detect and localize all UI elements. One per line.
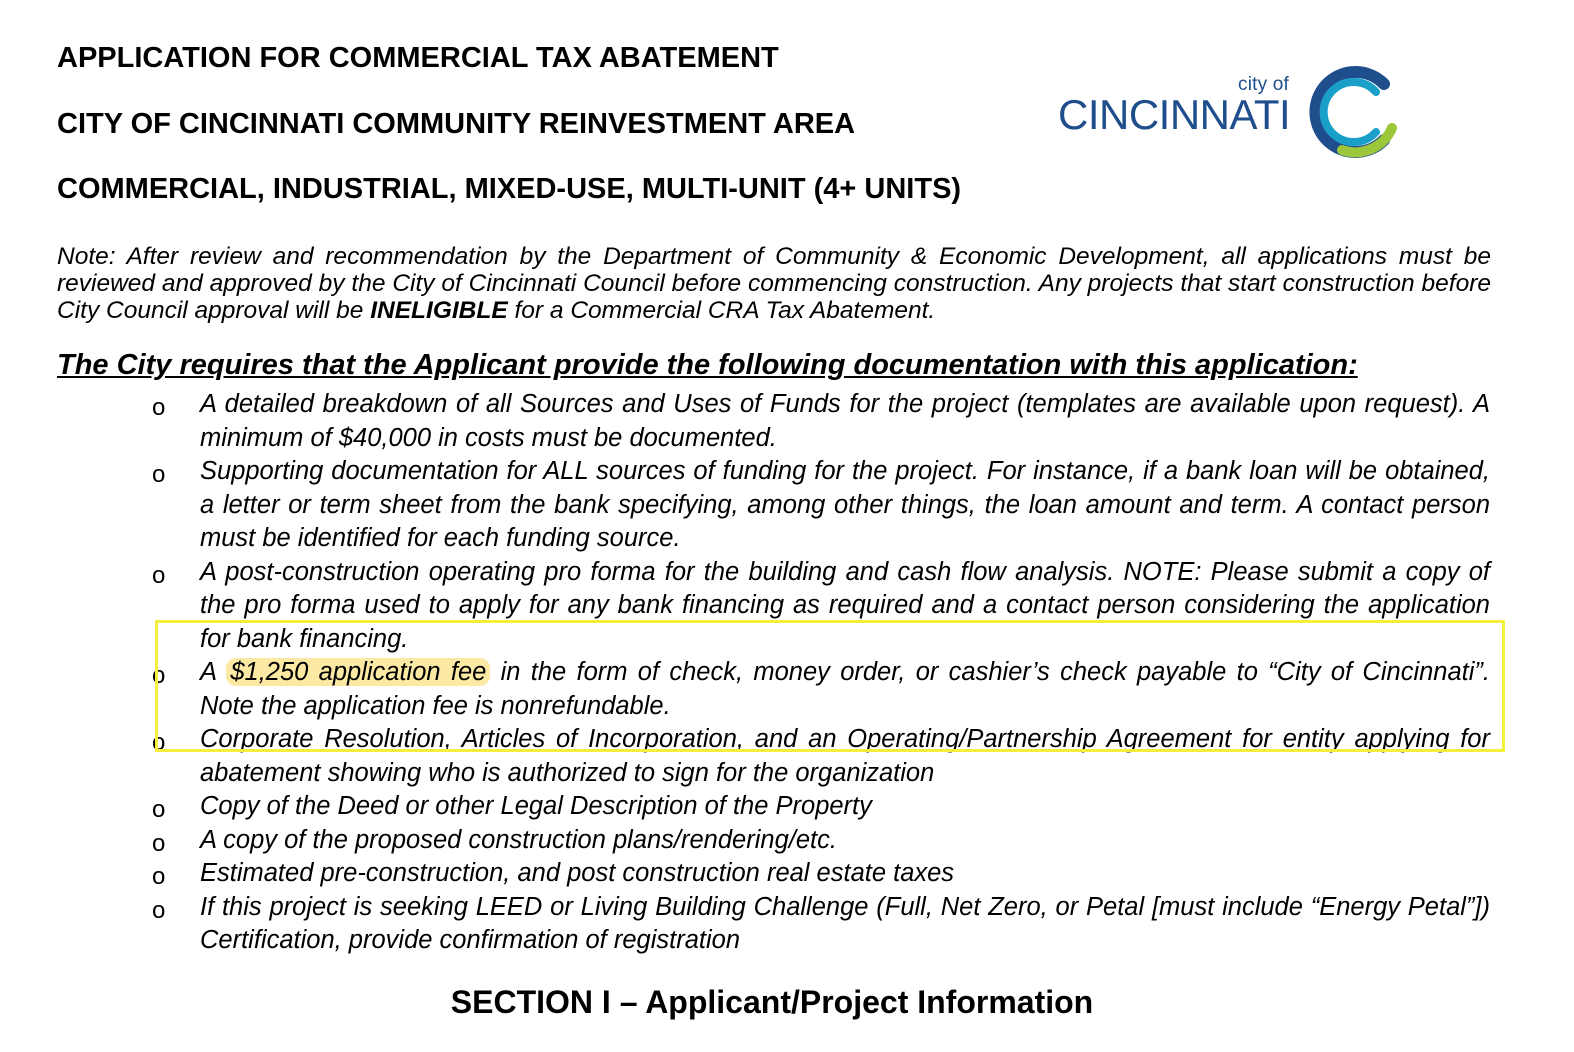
list-item [0, 824, 1574, 858]
list-item-text: Supporting documentation for ALL sources of funding for the project. For instance, if a bank loan will be obtained, a letter or term sheet from the bank specifying, among other things, the loan amount and term. A contact person must be identified for each funding source. [200, 457, 1490, 552]
list-item-text: Estimated pre-construction, and post construction real estate taxes [200, 859, 955, 887]
approval-note [57, 243, 1491, 324]
list-item-text: A detailed breakdown of all Sources and Uses of Funds for the project (templates are available upon request). A minimum of $40,000 in costs must be documented. [200, 390, 1490, 452]
list-item [0, 790, 1574, 824]
list-item-text [200, 656, 1490, 723]
logo-city-of-text: city of [1238, 74, 1290, 95]
bullet-icon: o [152, 729, 166, 756]
bullet-icon: o [152, 394, 166, 421]
list-item-text: A copy of the proposed construction plans/rendering/etc. [200, 825, 837, 854]
required-documents-list [0, 388, 1574, 958]
note-text-end: for a Commercial CRA Tax Abatement. [507, 297, 936, 324]
section-i-title: SECTION I – Applicant/Project Information [450, 984, 1094, 1020]
bullet-icon: o [152, 662, 166, 689]
list-item-text: A post-construction operating pro forma for the building and cash flow analysis. NOTE: Please submit a copy of the pro forma used to apply for any bank financing as required and a contact person considering the application for bank financing. [200, 557, 1490, 653]
city-of-cincinnati-logo [1050, 58, 1410, 168]
bullet-icon: o [152, 896, 166, 924]
bullet-icon: o [152, 561, 166, 589]
note-ineligible-emphasis: INELIGIBLE [370, 297, 508, 324]
list-item-application-fee [0, 656, 1574, 723]
list-item [0, 388, 1574, 455]
fee-text-prefix: A [200, 658, 227, 686]
bullet-icon: o [152, 863, 166, 890]
form-title: APPLICATION FOR COMMERCIAL TAX ABATEMENT [57, 42, 779, 74]
list-item-text: Copy of the Deed or other Legal Description of the Property [200, 792, 872, 820]
form-subtitle-property-types: COMMERCIAL, INDUSTRIAL, MIXED-USE, MULTI-UNIT (4+ UNITS) [57, 173, 962, 205]
logo-cincinnati-text: CINCINNATI [1058, 91, 1291, 138]
list-item [0, 891, 1574, 958]
list-item [0, 455, 1574, 556]
list-item [0, 857, 1574, 891]
list-item-text: Corporate Resolution, Articles of Incorporation, and an Operating/Partnership Agreement for entity applying for abatement showing who is authorized to sign for the organization [200, 725, 1490, 787]
requirements-heading: The City requires that the Applicant provide the following documentation with this application: [57, 349, 1358, 381]
list-item-text: If this project is seeking LEED or Living Building Challenge (Full, Net Zero, or Petal [must include “Energy Petal”]) Certification, provide confirmation of registration [200, 892, 1490, 954]
bullet-icon: o [152, 829, 166, 857]
form-subtitle-program: CITY OF CINCINNATI COMMUNITY REINVESTMENT AREA [57, 108, 856, 140]
application-fee-highlight: $1,250 application fee [226, 658, 490, 686]
list-item [0, 723, 1574, 790]
logo-c-mark-icon [1302, 62, 1402, 162]
bullet-icon: o [152, 461, 166, 488]
bullet-icon: o [152, 796, 166, 823]
note-text-start: Note: After review and recommendation by the Department of Community & Economic Development, all applications must be reviewed and approved by the City of Cincinnati Council before commencing construction. Any projects that start construction before City Council approval will be [57, 243, 1491, 324]
list-item [0, 556, 1574, 657]
fee-text-suffix: in the form of check, money order, or cashier’s check payable to “City of Cincinnati”. Note the application fee is nonrefundable. [200, 658, 1490, 720]
